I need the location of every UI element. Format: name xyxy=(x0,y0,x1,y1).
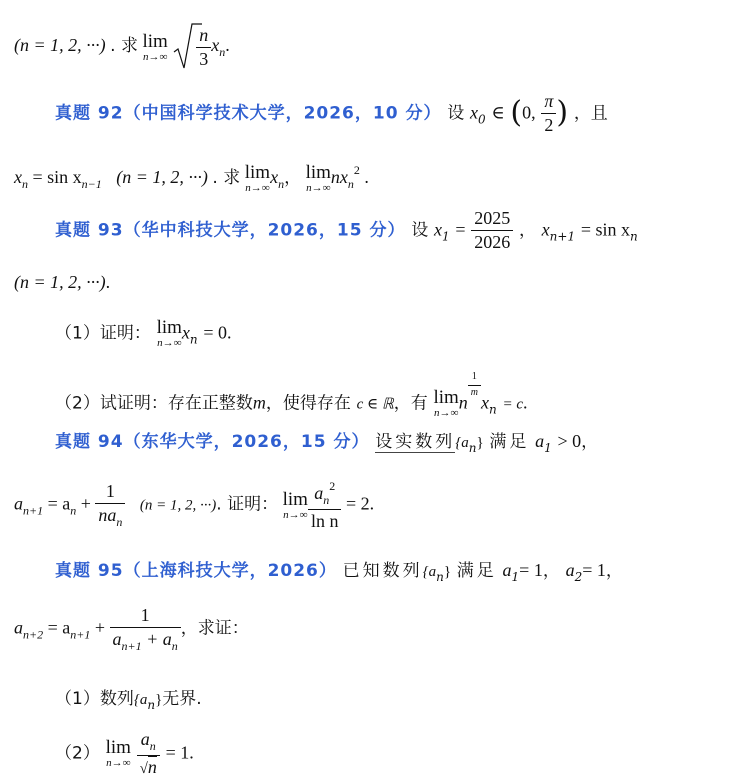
eq: = 2 xyxy=(345,493,370,514)
period: . xyxy=(369,493,375,514)
problem-94-line2 xyxy=(14,480,374,530)
xn: x xyxy=(14,167,22,187)
comma: ， xyxy=(518,220,536,241)
period: . xyxy=(225,35,230,56)
problem-94-header: 真题 94（东华大学，2026，15 分） xyxy=(55,432,370,452)
sequence: {a xyxy=(422,564,437,580)
text-seg: 设 xyxy=(411,220,429,241)
text-seg: 满足 xyxy=(456,561,497,581)
sub: 0 xyxy=(477,112,486,127)
sub: 1 xyxy=(544,441,552,455)
fraction: $\frac{1}{na_n}$ xyxy=(95,482,125,528)
limit-op: lim n→∞ xyxy=(142,30,168,63)
gt: > 0 xyxy=(557,431,582,451)
limit-op: lim n→∞ xyxy=(433,387,459,419)
text-seg: . 求 xyxy=(212,168,241,188)
fraction: $\frac{a_n}{√n}$ xyxy=(137,730,160,777)
problem-93-q1 xyxy=(55,318,232,349)
sub: n xyxy=(147,698,156,712)
sub: n xyxy=(70,503,77,518)
sequence: {a xyxy=(455,435,469,451)
problem-93-q2 xyxy=(55,372,528,419)
n-var: n xyxy=(458,392,468,413)
xn: x xyxy=(481,392,490,413)
text-seg: ，且 xyxy=(573,103,608,124)
paren-right: ) xyxy=(556,95,569,131)
problem-93-header: 真题 93（华中科技大学，2026，15 分） xyxy=(55,220,406,241)
an1: a xyxy=(14,493,23,514)
question-label: （2）试证明：存在正整数 xyxy=(55,393,253,414)
fraction: $\frac{a_n^2}{\text{ln n}}$ xyxy=(308,480,342,530)
paren-left: ( xyxy=(510,95,523,131)
limit-op: lim n→∞ xyxy=(282,488,308,521)
condition-paren: (n = 1, 2, ···) xyxy=(14,272,106,292)
problem-95-line2 xyxy=(14,606,249,652)
limit-op: lim n→∞ xyxy=(156,317,182,349)
problem-95-q1 xyxy=(55,684,202,712)
brace: } xyxy=(476,435,484,451)
sub: n xyxy=(278,177,285,191)
exp-1-over-m: $\frac{1}{m}$ xyxy=(468,372,481,398)
m-var: m xyxy=(252,392,266,413)
sub: 1 xyxy=(441,229,450,244)
problem-95-q2 xyxy=(55,730,194,777)
period: . xyxy=(523,392,528,413)
sqrt-expr: $\frac{n}{3}$ xyxy=(172,22,211,72)
xn: x xyxy=(211,35,220,56)
comma: ， xyxy=(581,432,599,452)
period: . xyxy=(105,272,111,292)
problem-95-line1 xyxy=(55,556,623,584)
sub: 1 xyxy=(511,570,520,584)
problem-94-line1 xyxy=(55,427,598,455)
text-seg: ，求证： xyxy=(180,618,249,639)
comma: ， xyxy=(605,561,623,581)
problem-93-line1 xyxy=(55,209,638,252)
sub: n xyxy=(347,177,354,191)
comma: ， xyxy=(284,168,302,188)
plus: + xyxy=(94,617,106,638)
sequence: {a xyxy=(133,692,148,708)
text-seg: ，有 xyxy=(393,393,428,414)
x0: x xyxy=(469,102,478,123)
eq: = sin x xyxy=(580,219,630,240)
question-label: （1）数列 xyxy=(55,689,134,709)
sub: n xyxy=(630,229,638,244)
eq: = 1 xyxy=(165,742,190,763)
limit-op: lim n→∞ xyxy=(105,737,131,770)
an2: a xyxy=(14,617,23,638)
sub: n xyxy=(219,45,226,60)
sub: n+1 xyxy=(70,627,91,642)
sub: n xyxy=(22,177,28,191)
fraction: $\frac{2025}{2026}$ xyxy=(471,209,513,252)
text-seg: 无界. xyxy=(162,689,202,709)
sub: n+1 xyxy=(23,503,44,518)
question-label: （2） xyxy=(55,743,100,764)
sub: n+2 xyxy=(23,627,44,642)
sup: 2 xyxy=(353,163,360,177)
limit-op: lim n→∞ xyxy=(244,162,271,195)
eq: = sin x xyxy=(32,167,82,187)
plus: + xyxy=(80,493,91,514)
limit-op: lim n→∞ xyxy=(305,162,331,195)
nxn: nx xyxy=(330,167,348,187)
a1: a xyxy=(502,560,512,580)
underlined-text: 设实数列 xyxy=(375,432,456,452)
sub: n xyxy=(489,402,497,417)
sub: n+1 xyxy=(549,229,576,244)
xn1: x xyxy=(541,219,550,240)
question-label: （1）证明： xyxy=(55,323,151,344)
brace: } xyxy=(443,564,452,580)
comma: ， xyxy=(542,561,560,581)
condition-paren: (n = 1, 2, ···) xyxy=(14,35,106,56)
eq: = xyxy=(455,219,466,240)
period: . xyxy=(364,167,369,187)
pi-over-2: $\frac{\pi}{2}$ xyxy=(541,92,556,135)
problem-92-header: 真题 92（中国科学技术大学，2026，10 分） xyxy=(55,103,442,124)
eq: = a xyxy=(47,617,71,638)
text-seg: 设 xyxy=(447,103,465,124)
in-symbol: ∈ xyxy=(491,102,505,123)
x1: x xyxy=(433,219,442,240)
text-seg: . 证明： xyxy=(216,494,279,515)
eq: = 0. xyxy=(203,322,232,343)
fraction: $\frac{1}{a_{n+1} + a_n}$ xyxy=(110,606,181,652)
problem-92-line2 xyxy=(14,163,369,194)
brace: } xyxy=(155,692,163,708)
problem-95-header: 真题 95（上海科技大学，2026） xyxy=(55,561,337,581)
sub: 2 xyxy=(574,570,583,584)
sub: n xyxy=(189,332,198,347)
condition-paren: (n = 1, 2, ···) xyxy=(116,167,208,187)
eq: = a xyxy=(47,493,71,514)
c-in-R: c ∈ ℝ xyxy=(356,396,394,413)
text-seg: 满足 xyxy=(489,432,530,452)
sub: n−1 xyxy=(81,177,102,191)
problem-92-line1 xyxy=(55,92,608,135)
period: . xyxy=(189,742,194,763)
interval-left: 0, xyxy=(522,102,536,123)
a2: a xyxy=(565,560,575,580)
line-1 xyxy=(14,22,230,72)
condition-paren: (n = 1, 2, ···) xyxy=(139,497,217,514)
xn: x xyxy=(270,167,279,187)
text-seg: . 求 xyxy=(110,36,138,57)
eq: = 1 xyxy=(519,560,543,580)
sub: n xyxy=(468,441,477,455)
problem-93-line2 xyxy=(14,272,110,293)
a1: a xyxy=(535,431,545,451)
text-seg: 已知数列 xyxy=(342,561,423,581)
xn: x xyxy=(181,322,190,343)
text-seg: ，使得存在 xyxy=(265,393,351,414)
eq: = c xyxy=(502,396,524,413)
sub: n xyxy=(436,570,444,584)
eq: = 1 xyxy=(582,560,606,580)
